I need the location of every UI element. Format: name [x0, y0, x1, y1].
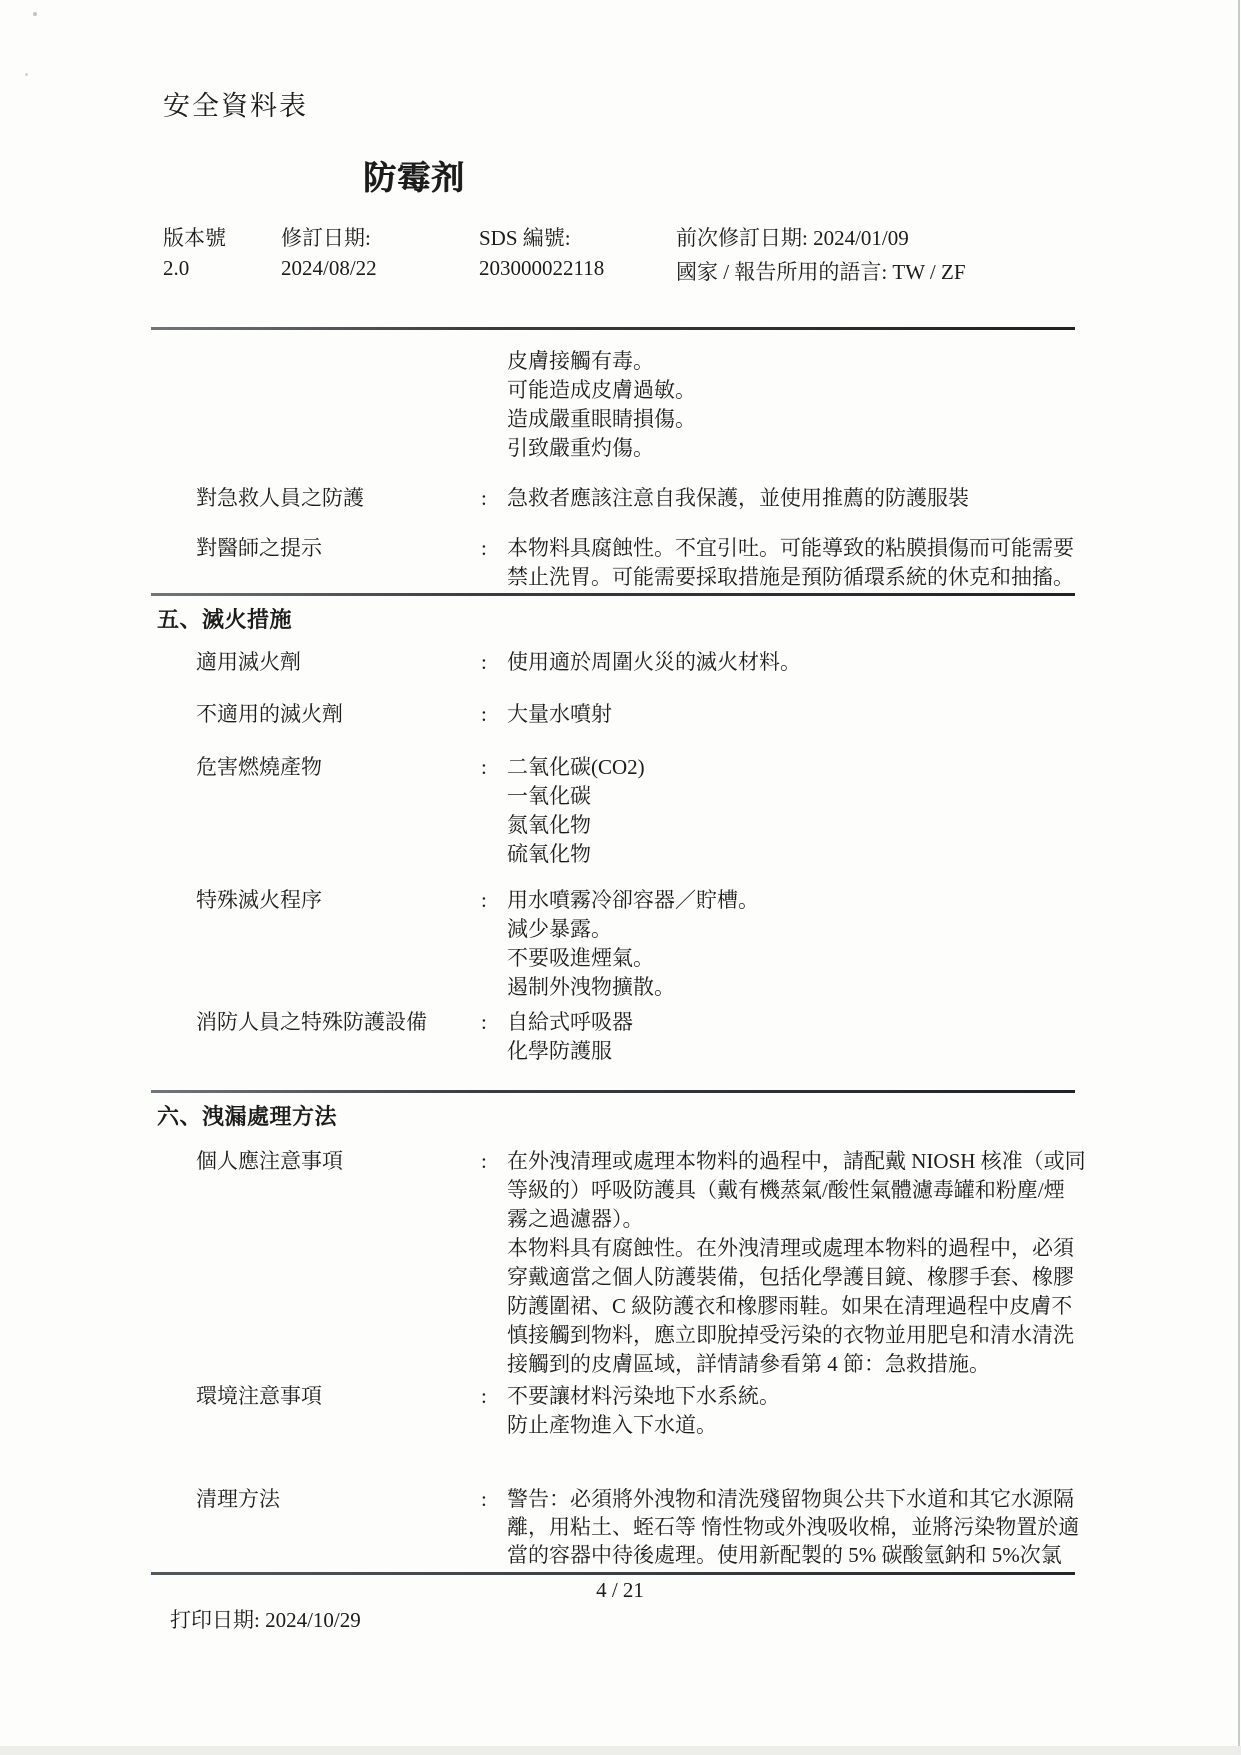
field-value-line: 遏制外洩物擴散。: [507, 975, 675, 999]
footer-divider: [151, 1572, 1075, 1575]
section-6-heading: 六、洩漏處理方法: [157, 1104, 338, 1129]
field-value-line: 慎接觸到物料，應立即脫掉受污染的衣物並用肥皂和清水清洗: [507, 1323, 1074, 1347]
field-value-line: 用水噴霧冷卻容器／貯槽。: [507, 888, 759, 912]
field-value-line: 本物料具腐蝕性。不宜引吐。可能導致的粘膜損傷而可能需要: [507, 536, 1074, 560]
field-value-line: 禁止洗胃。可能需要採取措施是預防循環系統的休克和抽搐。: [507, 565, 1074, 589]
section-5-heading: 五、滅火措施: [157, 607, 293, 632]
field-colon: :: [481, 1149, 487, 1173]
field-colon: :: [481, 1487, 487, 1511]
field-colon: :: [481, 1384, 487, 1408]
field-value-line: 不要讓材料污染地下水系統。: [507, 1384, 780, 1408]
scan-bottom-shadow: [0, 1746, 1241, 1755]
field-colon: :: [481, 755, 487, 779]
revision-date-label: 修訂日期:: [281, 226, 371, 250]
field-value-line: 使用適於周圍火災的滅火材料。: [507, 650, 801, 674]
header-divider: [151, 327, 1075, 330]
product-name-title: 防霉剂: [363, 161, 465, 197]
scan-edge-shadow: [1238, 0, 1240, 1755]
field-label: 危害燃燒產物: [196, 755, 322, 779]
field-value-line: 在外洩清理或處理本物料的過程中，請配戴 NIOSH 核准（或同: [507, 1149, 1086, 1173]
version-label: 版本號: [163, 226, 226, 250]
field-value-line: 大量水噴射: [507, 702, 612, 726]
field-value-line: 本物料具有腐蝕性。在外洩清理或處理本物料的過程中，必須: [507, 1236, 1074, 1260]
field-label: 清理方法: [196, 1487, 280, 1511]
field-label: 不適用的滅火劑: [196, 702, 343, 726]
field-value-line: 等級的）呼吸防護具（戴有機蒸氣/酸性氣體濾毒罐和粉塵/煙: [507, 1178, 1065, 1202]
field-label: 個人應注意事項: [196, 1149, 343, 1173]
field-label: 適用滅火劑: [196, 650, 301, 674]
field-label: 對醫師之提示: [196, 536, 322, 560]
sds-number-label: SDS 編號:: [479, 226, 571, 250]
field-colon: :: [481, 1010, 487, 1034]
scan-speck: [33, 12, 37, 16]
field-value-line: 氮氧化物: [507, 813, 591, 837]
section-6-divider: [151, 1090, 1075, 1093]
field-label: 消防人員之特殊防護設備: [196, 1010, 427, 1034]
document-type-title: 安全資料表: [163, 91, 308, 121]
field-value-line: 防護圍裙、C 級防護衣和橡膠雨鞋。如果在清理過程中皮膚不: [507, 1294, 1073, 1318]
scan-speck: [25, 73, 28, 76]
field-value-line: 穿戴適當之個人防護裝備，包括化學護目鏡、橡膠手套、橡膠: [507, 1265, 1074, 1289]
field-colon: :: [481, 702, 487, 726]
field-value-line: 防止產物進入下水道。: [507, 1413, 717, 1437]
field-value-line: 化學防護服: [507, 1039, 612, 1063]
field-colon: :: [481, 536, 487, 560]
field-value-line: 離，用粘土、蛭石等 惰性物或外洩吸收棉，並將污染物置於適: [507, 1515, 1080, 1539]
hazard-line: 可能造成皮膚過敏。: [507, 378, 696, 402]
revision-date-value: 2024/08/22: [281, 256, 377, 280]
field-colon: :: [481, 650, 487, 674]
field-value-line: 警告：必須將外洩物和清洗殘留物與公共下水道和其它水源隔: [507, 1487, 1074, 1511]
field-value-line: 接觸到的皮膚區域，詳情請參看第 4 節：急救措施。: [507, 1352, 990, 1376]
field-colon: :: [481, 486, 487, 510]
hazard-line: 造成嚴重眼睛損傷。: [507, 407, 696, 431]
field-label: 對急救人員之防護: [196, 486, 364, 510]
field-label: 環境注意事項: [196, 1384, 322, 1408]
print-date: 打印日期: 2024/10/29: [170, 1608, 361, 1632]
hazard-line: 引致嚴重灼傷。: [507, 436, 654, 460]
section-5-divider: [151, 593, 1075, 596]
version-value: 2.0: [163, 256, 190, 280]
field-value-line: 硫氧化物: [507, 842, 591, 866]
field-value-line: 自給式呼吸器: [507, 1010, 633, 1034]
field-value-line: 不要吸進煙氣。: [507, 946, 654, 970]
field-value-line: 霧之過濾器）。: [507, 1207, 644, 1231]
field-value-line: 一氧化碳: [507, 784, 591, 808]
field-value-line: 急救者應該注意自我保護，並使用推薦的防護服裝: [507, 486, 969, 510]
previous-revision-date: 前次修訂日期: 2024/01/09: [676, 226, 909, 250]
field-colon: :: [481, 888, 487, 912]
field-value-line: 當的容器中待後處理。使用新配製的 5% 碳酸氫鈉和 5%次氯: [507, 1543, 1062, 1567]
field-value-line: 減少暴露。: [507, 917, 612, 941]
field-label: 特殊滅火程序: [196, 888, 322, 912]
hazard-line: 皮膚接觸有毒。: [507, 349, 654, 373]
page-number: 4 / 21: [596, 1578, 644, 1602]
field-value-line: 二氧化碳(CO2): [507, 755, 645, 779]
country-language: 國家 / 報告所用的語言: TW / ZF: [676, 260, 966, 284]
sds-number-value: 203000022118: [479, 256, 605, 280]
